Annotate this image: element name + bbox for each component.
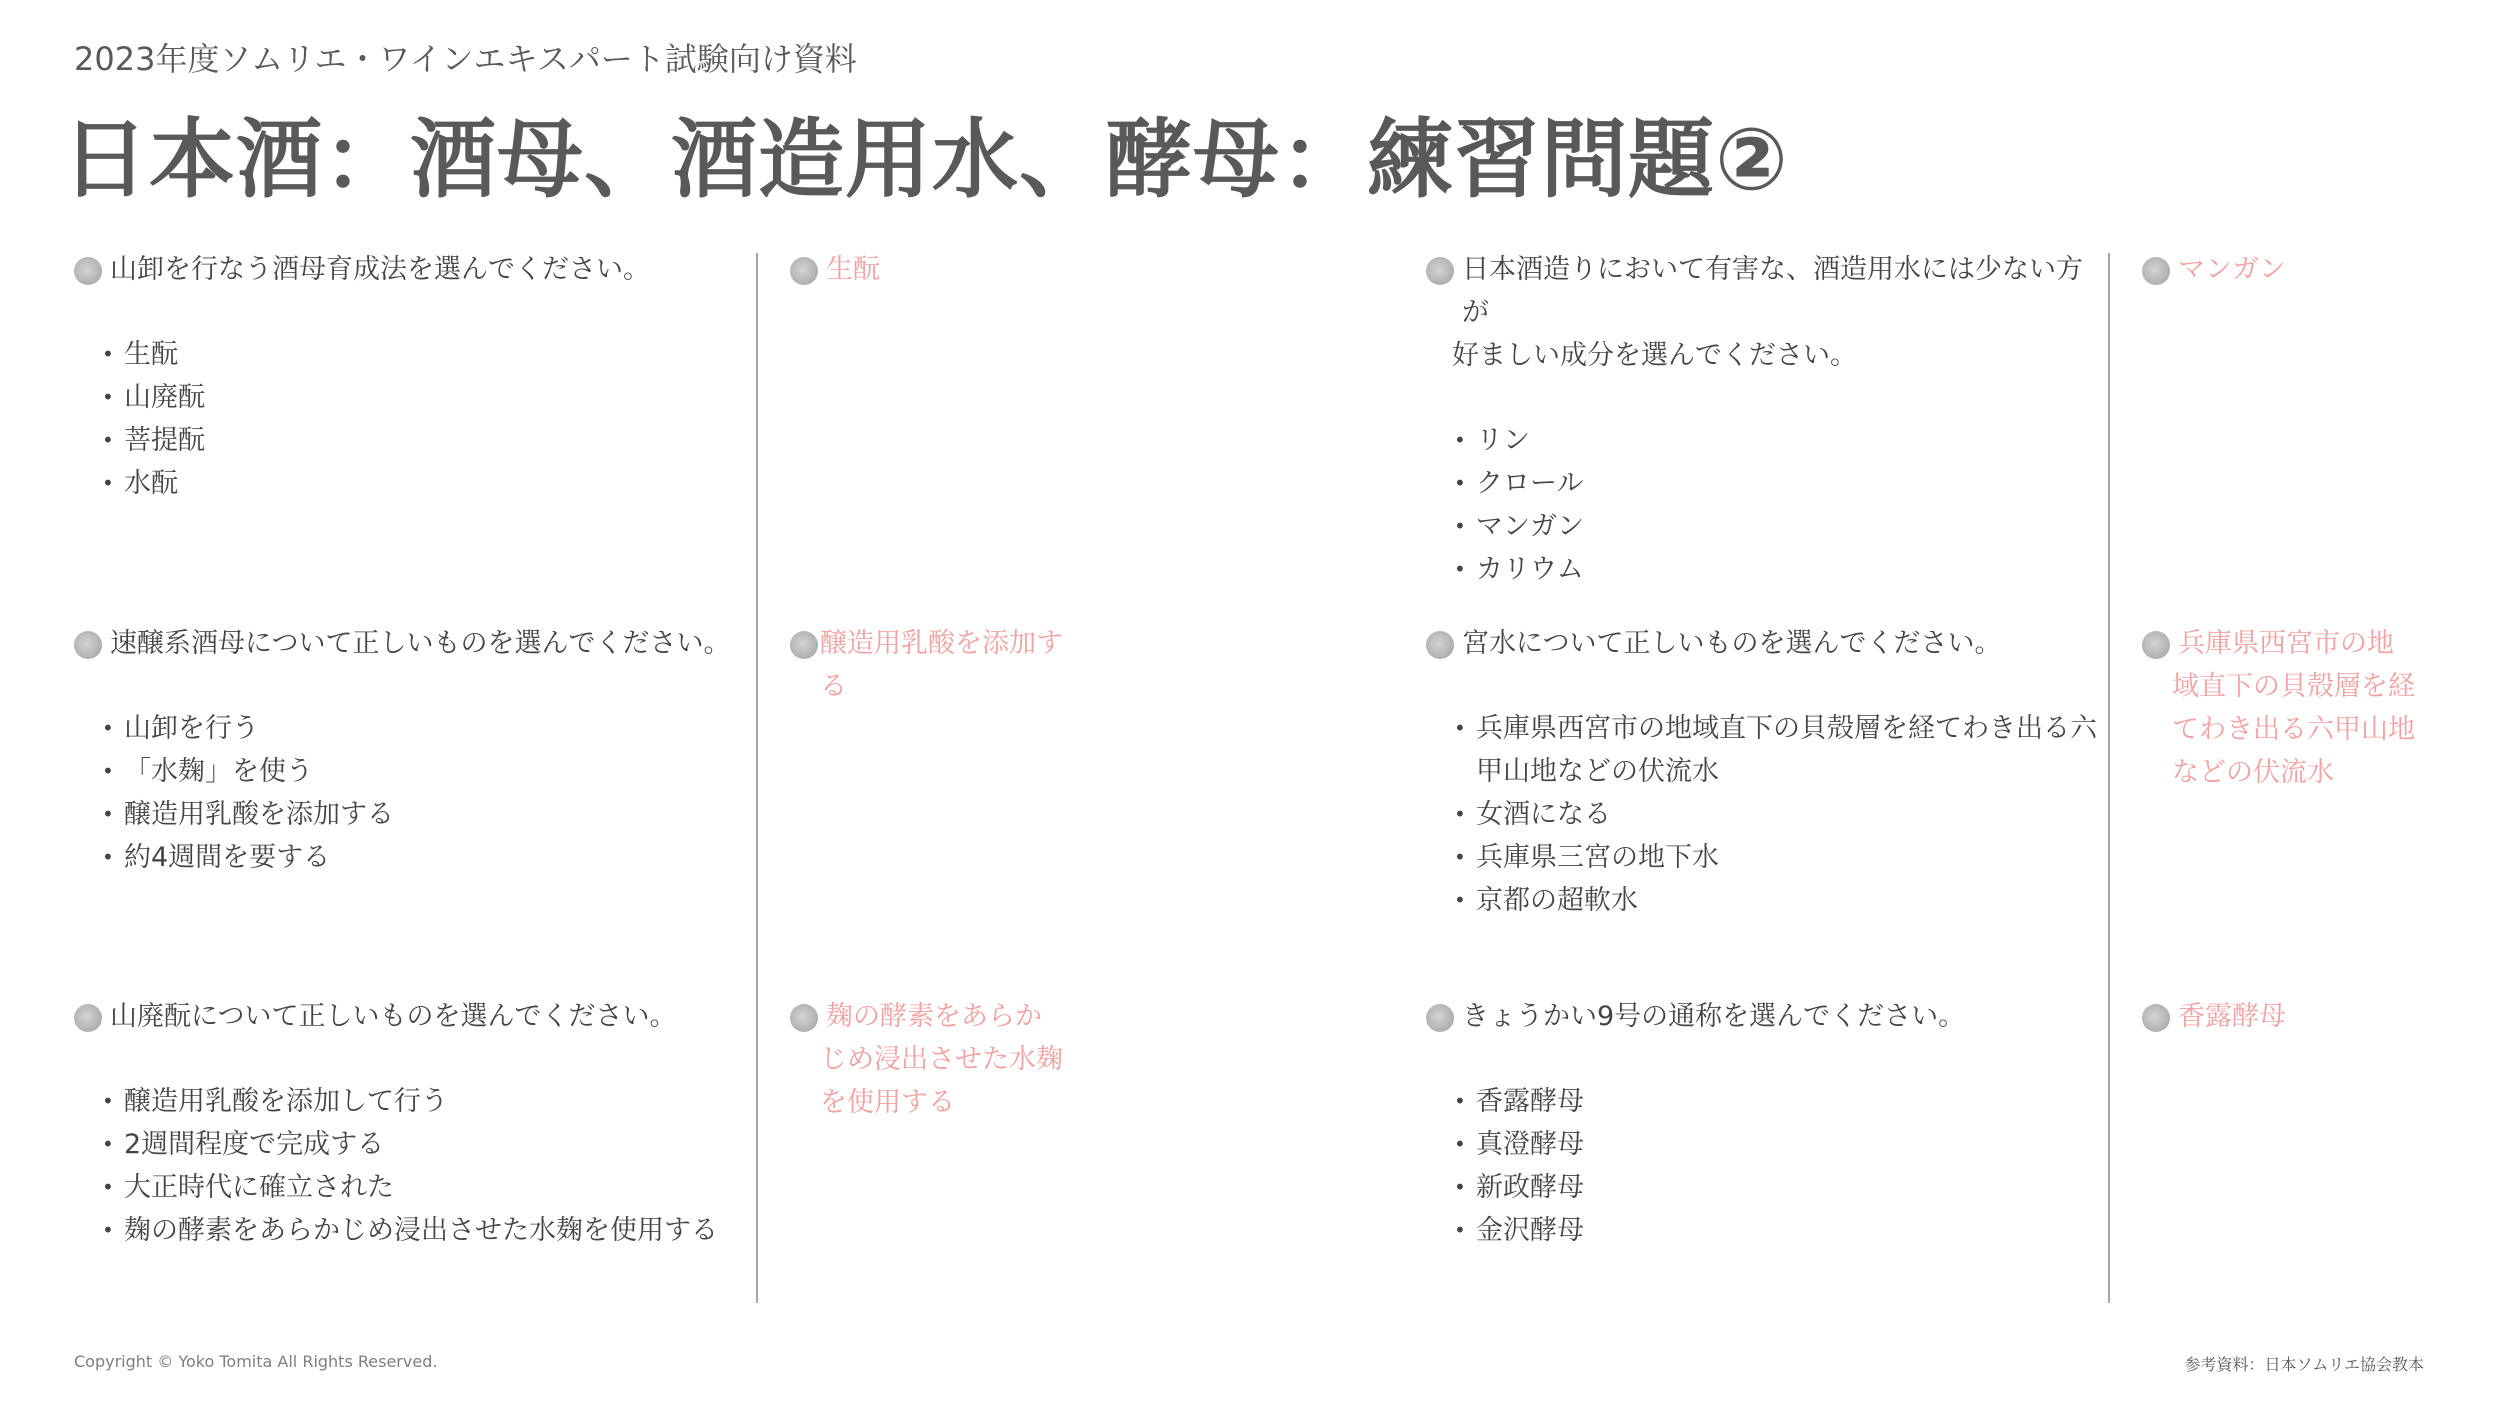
answer-block-1 bbox=[790, 248, 1090, 291]
answer-text-line: などの伏流水 bbox=[2172, 757, 2334, 788]
option-item: • 麹の酵素をあらかじめ浸出させた水麹を使用する bbox=[74, 1209, 754, 1252]
option-item: • 新政酵母 bbox=[1426, 1166, 2106, 1209]
question-text: 速醸系酒母について正しいものを選んでください。 bbox=[110, 628, 731, 659]
answer-text-line: じめ浸出させた水麹 bbox=[820, 1044, 1063, 1075]
answer-text: 香露酵母 bbox=[2178, 1001, 2286, 1032]
answer-bullet-icon bbox=[790, 1004, 818, 1032]
question-block-3 bbox=[74, 995, 754, 1252]
option-item: • クロール bbox=[1426, 462, 2106, 505]
answer-text-line: を使用する bbox=[820, 1087, 955, 1118]
question-bullet-icon bbox=[1426, 631, 1454, 659]
option-item: • 金沢酵母 bbox=[1426, 1209, 2106, 1252]
reference-text: 参考資料：日本ソムリエ協会教本 bbox=[2184, 1355, 2424, 1374]
answer-bullet-icon bbox=[2142, 257, 2170, 285]
option-list bbox=[1426, 419, 2106, 591]
question-bullet-icon bbox=[74, 1004, 102, 1032]
option-item: • 菩提酛 bbox=[74, 419, 754, 462]
option-list bbox=[1426, 1080, 2106, 1252]
answer-bullet-icon bbox=[2142, 1004, 2170, 1032]
answer-block-5 bbox=[2142, 622, 2462, 794]
divider-left bbox=[756, 253, 758, 1303]
option-item: • カリウム bbox=[1426, 548, 2106, 591]
answer-block-3 bbox=[790, 995, 1090, 1124]
option-item: • マンガン bbox=[1426, 505, 2106, 548]
option-item: • 大正時代に確立された bbox=[74, 1166, 754, 1209]
divider-right bbox=[2108, 253, 2110, 1303]
option-item: • 2週間程度で完成する bbox=[74, 1123, 754, 1166]
option-item: • 真澄酵母 bbox=[1426, 1123, 2106, 1166]
option-item: • 醸造用乳酸を添加する bbox=[74, 793, 754, 836]
option-item: • 醸造用乳酸を添加して行う bbox=[74, 1080, 754, 1123]
question-bullet-icon bbox=[74, 631, 102, 659]
copyright-text: Copyright © Yoko Tomita All Rights Reserved. bbox=[74, 1352, 438, 1371]
question-text-line: 好ましい成分を選んでください。 bbox=[1452, 340, 1857, 371]
answer-text-line: てわき出る六甲山地 bbox=[2172, 714, 2415, 745]
option-item: • リン bbox=[1426, 419, 2106, 462]
answer-block-4 bbox=[2142, 248, 2442, 291]
page-subtitle: 2023年度ソムリエ・ワインエキスパート試験向け資料 bbox=[74, 40, 857, 78]
option-item: • 兵庫県三宮の地下水 bbox=[1426, 836, 2106, 879]
answer-block-6 bbox=[2142, 995, 2442, 1038]
option-item: • 生酛 bbox=[74, 333, 754, 376]
answer-bullet-icon bbox=[2142, 631, 2170, 659]
option-item: • 山廃酛 bbox=[74, 376, 754, 419]
answer-text-line: 兵庫県西宮市の地 bbox=[2178, 628, 2394, 659]
question-text-line: 日本酒造りにおいて有害な、酒造用水には少ない方が bbox=[1462, 254, 2083, 328]
question-text: 宮水について正しいものを選んでください。 bbox=[1462, 628, 2002, 659]
option-item: • 香露酵母 bbox=[1426, 1080, 2106, 1123]
option-item: • 約4週間を要する bbox=[74, 836, 754, 879]
option-item: • 女酒になる bbox=[1426, 793, 2106, 836]
option-item: • 京都の超軟水 bbox=[1426, 879, 2106, 922]
question-bullet-icon bbox=[1426, 1004, 1454, 1032]
option-item: • 「水麹」を使う bbox=[74, 750, 754, 793]
question-block-1 bbox=[74, 248, 754, 505]
question-block-4 bbox=[1426, 248, 2106, 591]
page-title: 日本酒：酒母、酒造用水、酵母：練習問題② bbox=[62, 110, 1789, 210]
question-text: きょうかい9号の通称を選んでください。 bbox=[1462, 1001, 1966, 1032]
question-bullet-icon bbox=[1426, 257, 1454, 285]
answer-text: マンガン bbox=[2178, 254, 2286, 285]
question-block-6 bbox=[1426, 995, 2106, 1252]
option-list bbox=[1426, 707, 2106, 922]
option-list bbox=[74, 1080, 754, 1252]
answer-text-line: る bbox=[820, 671, 847, 702]
question-bullet-icon bbox=[74, 257, 102, 285]
option-item: • 山卸を行う bbox=[74, 707, 754, 750]
option-text-line: • 兵庫県西宮市の地域直下の貝殻層を経てわき出る六 bbox=[1476, 713, 2097, 744]
question-text: 山卸を行なう酒母育成法を選んでください。 bbox=[110, 254, 650, 285]
option-list bbox=[74, 333, 754, 505]
option-item: • 水酛 bbox=[74, 462, 754, 505]
answer-bullet-icon bbox=[790, 631, 818, 659]
option-list bbox=[74, 707, 754, 879]
answer-text-line: 麹の酵素をあらか bbox=[826, 1001, 1042, 1032]
question-text: 山廃酛について正しいものを選んでください。 bbox=[110, 1001, 677, 1032]
question-block-2 bbox=[74, 622, 754, 879]
answer-bullet-icon bbox=[790, 257, 818, 285]
answer-block-2 bbox=[790, 622, 1090, 708]
question-block-5 bbox=[1426, 622, 2106, 922]
option-text-line: 甲山地などの伏流水 bbox=[1476, 756, 1719, 787]
answer-text-line: 域直下の貝殻層を経 bbox=[2172, 671, 2415, 702]
answer-text-line: 醸造用乳酸を添加す bbox=[820, 628, 1063, 659]
answer-text: 生酛 bbox=[826, 254, 880, 285]
option-item bbox=[1426, 707, 2106, 793]
